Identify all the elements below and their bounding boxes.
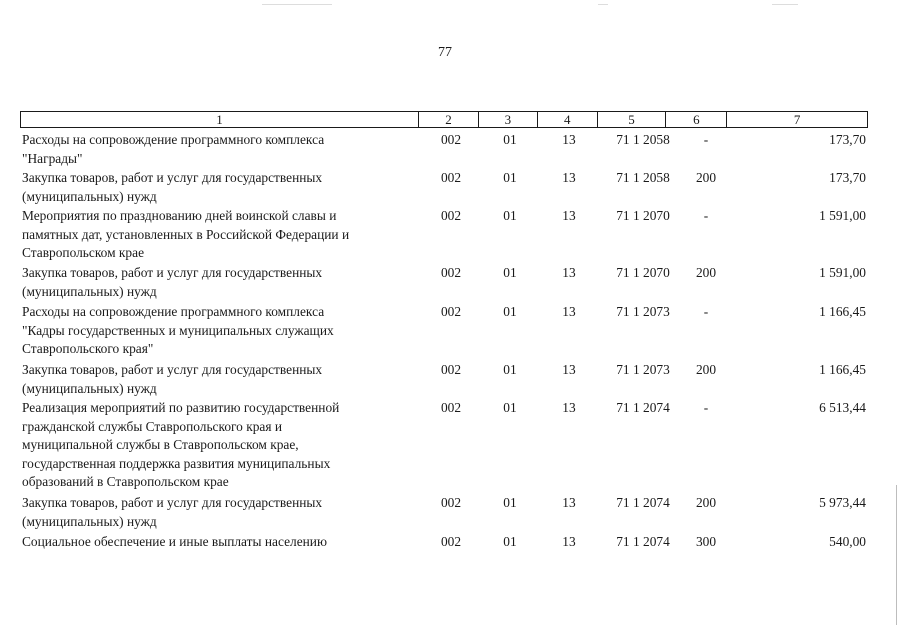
section-code: 01 bbox=[503, 534, 517, 549]
section-code: 01 bbox=[503, 265, 517, 280]
scan-artifact bbox=[262, 4, 332, 5]
row-name: Расходы на сопровождение программного комплекса "Кадры государственных и муниципальных служащих Ставропольского края" bbox=[22, 304, 334, 356]
amount: 173,70 bbox=[829, 132, 866, 147]
grbs-code: 002 bbox=[440, 208, 462, 223]
row-name: Закупка товаров, работ и услуг для государственных (муниципальных) нужд bbox=[22, 170, 323, 204]
grbs-code: 002 bbox=[440, 132, 462, 147]
target-item-code: 71 1 2073 bbox=[616, 362, 670, 377]
target-item-code: 71 1 2074 bbox=[616, 534, 670, 549]
section-code: 01 bbox=[503, 495, 517, 510]
target-item-code: 71 1 2058 bbox=[616, 170, 670, 185]
grbs-code: 002 bbox=[440, 265, 462, 280]
expense-type-code: 200 bbox=[695, 265, 717, 280]
table-header bbox=[20, 111, 868, 128]
row-name: Закупка товаров, работ и услуг для государственных (муниципальных) нужд bbox=[22, 495, 323, 529]
row-name: Закупка товаров, работ и услуг для государственных (муниципальных) нужд bbox=[22, 362, 323, 396]
section-code: 01 bbox=[503, 170, 517, 185]
subsection-code: 13 bbox=[562, 400, 576, 415]
amount: 1 591,00 bbox=[819, 208, 866, 223]
column-header: 6 bbox=[665, 112, 726, 127]
section-code: 01 bbox=[503, 362, 517, 377]
target-item-code: 71 1 2070 bbox=[616, 208, 670, 223]
subsection-code: 13 bbox=[562, 534, 576, 549]
section-code: 01 bbox=[503, 304, 517, 319]
column-header: 7 bbox=[726, 112, 867, 127]
target-item-code: 71 1 2058 bbox=[616, 132, 670, 147]
column-header: 1 bbox=[216, 112, 223, 127]
expense-type-code: - bbox=[703, 400, 709, 415]
scan-artifact bbox=[772, 4, 798, 5]
row-name: Мероприятия по празднованию дней воинской славы и памятных дат, установленных в Российской Федерации и Ставропольском крае bbox=[22, 208, 350, 260]
expense-type-code: 200 bbox=[695, 362, 717, 377]
expense-type-code: - bbox=[703, 132, 709, 147]
grbs-code: 002 bbox=[440, 400, 462, 415]
expense-type-code: 200 bbox=[695, 170, 717, 185]
expense-type-code: 300 bbox=[695, 534, 717, 549]
column-header: 3 bbox=[478, 112, 537, 127]
amount: 5 973,44 bbox=[819, 495, 866, 510]
subsection-code: 13 bbox=[562, 170, 576, 185]
column-header: 5 bbox=[597, 112, 666, 127]
grbs-code: 002 bbox=[440, 534, 462, 549]
amount: 173,70 bbox=[829, 170, 866, 185]
amount: 1 166,45 bbox=[819, 362, 866, 377]
grbs-code: 002 bbox=[440, 362, 462, 377]
row-name: Реализация мероприятий по развитию государственной гражданской службы Ставропольского края и муниципальной службы в Ставропольском крае, государственная поддержка развития муниципальных образований в Ставропольском крае bbox=[22, 400, 340, 489]
row-name: Закупка товаров, работ и услуг для государственных (муниципальных) нужд bbox=[22, 265, 323, 299]
expense-type-code: - bbox=[703, 304, 709, 319]
section-code: 01 bbox=[503, 132, 517, 147]
amount: 1 166,45 bbox=[819, 304, 866, 319]
column-header: 4 bbox=[537, 112, 597, 127]
section-code: 01 bbox=[503, 208, 517, 223]
target-item-code: 71 1 2074 bbox=[616, 495, 670, 510]
column-header: 2 bbox=[418, 112, 478, 127]
grbs-code: 002 bbox=[440, 304, 462, 319]
target-item-code: 71 1 2070 bbox=[616, 265, 670, 280]
subsection-code: 13 bbox=[562, 362, 576, 377]
section-code: 01 bbox=[503, 400, 517, 415]
target-item-code: 71 1 2074 bbox=[616, 400, 670, 415]
subsection-code: 13 bbox=[562, 208, 576, 223]
subsection-code: 13 bbox=[562, 495, 576, 510]
amount: 540,00 bbox=[829, 534, 866, 549]
grbs-code: 002 bbox=[440, 170, 462, 185]
target-item-code: 71 1 2073 bbox=[616, 304, 670, 319]
grbs-code: 002 bbox=[440, 495, 462, 510]
amount: 1 591,00 bbox=[819, 265, 866, 280]
row-name: Социальное обеспечение и иные выплаты населению bbox=[22, 534, 327, 549]
expense-type-code: 200 bbox=[695, 495, 717, 510]
subsection-code: 13 bbox=[562, 304, 576, 319]
subsection-code: 13 bbox=[562, 132, 576, 147]
scan-artifact bbox=[598, 4, 608, 5]
expense-type-code: - bbox=[703, 208, 709, 223]
amount: 6 513,44 bbox=[819, 400, 866, 415]
page-number: 77 bbox=[438, 45, 452, 60]
row-name: Расходы на сопровождение программного комплекса "Награды" bbox=[22, 132, 325, 166]
scan-edge-line bbox=[896, 485, 897, 625]
subsection-code: 13 bbox=[562, 265, 576, 280]
